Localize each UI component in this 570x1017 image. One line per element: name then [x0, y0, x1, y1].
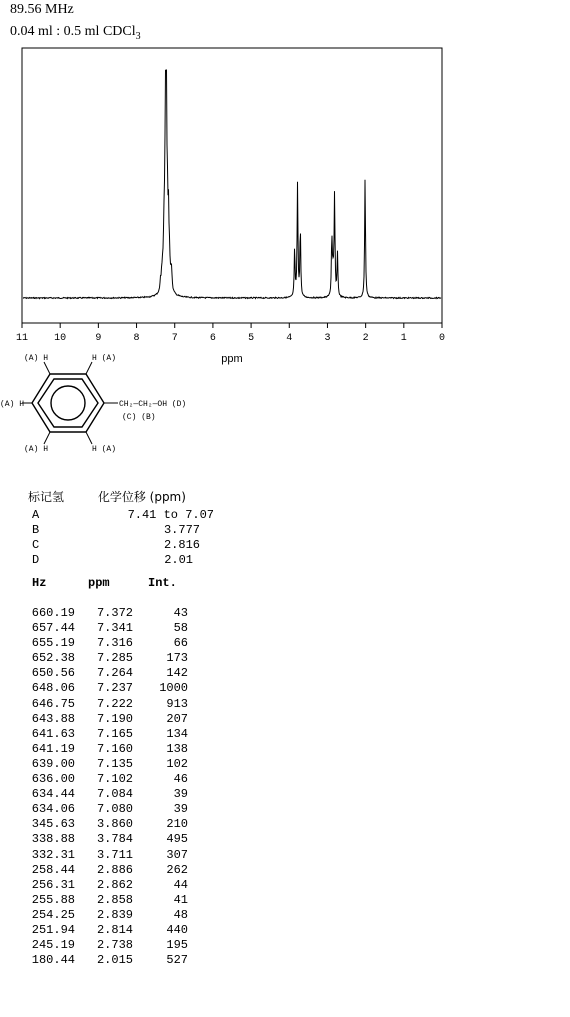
x-tick-label: 7 — [171, 333, 178, 344]
peak-hz-cell: 254.25 — [31, 907, 75, 922]
shift-row-value: 2.816 — [163, 538, 200, 552]
peak-hz-cell: 258.44 — [31, 862, 75, 877]
peak-row — [22, 621, 202, 636]
x-tick-label: 2 — [362, 333, 369, 344]
peak-hz-cell: 660.19 — [31, 606, 75, 620]
nmr-spectrum-chart — [0, 40, 460, 370]
peak-int-cell: 43 — [173, 606, 188, 620]
peak-int-cell: 1000 — [159, 681, 188, 696]
shift-row-value: 3.777 — [163, 523, 200, 537]
peak-hz-cell: 641.19 — [31, 741, 75, 756]
peak-hz-cell: 634.06 — [31, 802, 75, 817]
shift-row-label: B — [32, 523, 40, 537]
peak-table — [22, 606, 202, 968]
peak-int-cell: 195 — [166, 938, 188, 953]
peak-ppm-cell: 2.886 — [96, 862, 133, 877]
aromatic-circle — [51, 386, 85, 420]
x-tick-label: 9 — [95, 333, 102, 344]
peak-ppm-cell: 7.160 — [96, 741, 133, 756]
peak-hz-cell: 643.88 — [31, 711, 75, 726]
peak-ppm-cell: 7.372 — [96, 606, 133, 620]
peak-row — [22, 772, 202, 787]
x-tick-label: 10 — [54, 333, 67, 344]
shift-row-value: 7.41 to 7.07 — [127, 508, 214, 522]
peak-row — [22, 848, 202, 863]
peak-ppm-cell: 7.341 — [96, 621, 133, 636]
peak-row — [22, 908, 202, 923]
peak-ppm-cell: 7.316 — [96, 636, 133, 651]
peak-hz-cell: 650.56 — [31, 666, 75, 681]
peak-int-cell: 46 — [173, 772, 188, 787]
peak-ppm-cell: 3.784 — [96, 832, 133, 847]
peak-int-cell: 39 — [173, 787, 188, 802]
peak-ppm-cell: 2.738 — [96, 938, 133, 953]
peak-hz-cell: 251.94 — [31, 922, 75, 937]
peak-int-cell: 262 — [166, 862, 188, 877]
peak-row — [22, 606, 202, 621]
h-label-top-left: (A) H — [24, 354, 49, 363]
peak-hz-cell: 332.31 — [31, 847, 75, 862]
peak-ppm-cell: 7.190 — [96, 711, 133, 726]
benzene-ring — [32, 374, 104, 432]
shift-row-label: C — [32, 538, 40, 552]
peak-hz-cell: 256.31 — [31, 877, 75, 892]
peak-ppm-cell: 7.165 — [96, 726, 133, 741]
peak-row — [22, 878, 202, 893]
bond-ha1 — [44, 362, 50, 374]
h-label-top-right: H (A) — [92, 354, 117, 363]
sample-text: 0.04 ml : 0.5 ml CDCl — [10, 24, 136, 39]
peak-row — [22, 938, 202, 953]
peak-int-cell: 173 — [166, 651, 188, 666]
peak-ppm-cell: 7.080 — [96, 802, 133, 817]
h-label-bottom-left: (A) H — [24, 445, 49, 454]
peak-row — [22, 681, 202, 696]
peak-ppm-cell: 2.814 — [96, 922, 133, 937]
peak-hz-cell: 245.19 — [31, 938, 75, 953]
molecular-structure — [0, 348, 243, 458]
peak-row — [22, 757, 202, 772]
shift-col-shift: 化学位移 (ppm) — [97, 490, 186, 504]
peak-ppm-cell: 7.237 — [96, 681, 133, 696]
peak-row — [22, 863, 202, 878]
bond-ha5 — [86, 432, 92, 444]
peak-int-cell: 440 — [166, 922, 188, 937]
shift-row-label: D — [32, 553, 40, 567]
peak-row — [22, 651, 202, 666]
peak-hz-cell: 655.19 — [31, 636, 75, 651]
peak-ppm-cell: 2.862 — [96, 877, 133, 892]
peak-hz-cell: 255.88 — [31, 892, 75, 907]
peak-col-int: Int. — [148, 576, 177, 590]
peak-int-cell: 66 — [173, 636, 188, 651]
peak-ppm-cell: 7.264 — [96, 666, 133, 681]
x-tick-label: 8 — [133, 333, 140, 344]
peak-hz-cell: 648.06 — [31, 681, 75, 696]
x-tick-label: 0 — [438, 333, 446, 344]
sample-subscript: 3 — [135, 30, 141, 42]
h-label-bottom-right: H (A) — [92, 445, 117, 454]
peak-row — [22, 787, 202, 802]
peak-ppm-cell: 3.860 — [96, 817, 133, 832]
peak-int-cell: 913 — [166, 696, 188, 711]
x-tick-label: 6 — [209, 333, 216, 344]
peak-ppm-cell: 7.285 — [96, 651, 133, 666]
peak-row — [22, 832, 202, 847]
bond-ha2 — [86, 362, 92, 374]
peak-row — [22, 666, 202, 681]
peak-int-cell: 210 — [166, 817, 188, 832]
x-axis-label: ppm — [221, 353, 243, 365]
side-chain-labels: (C) (B) — [122, 413, 156, 422]
peak-ppm-cell: 2.839 — [96, 907, 133, 922]
shift-col-label: 标记氢 — [28, 490, 65, 504]
peak-row — [22, 893, 202, 908]
spectrometer-frequency: 89.56 MHz — [10, 2, 74, 17]
peak-int-cell: 102 — [166, 756, 188, 771]
plot-frame — [22, 48, 442, 323]
peak-int-cell: 138 — [166, 741, 188, 756]
peak-hz-cell: 646.75 — [31, 696, 75, 711]
peak-ppm-cell: 2.015 — [96, 953, 133, 968]
peak-row — [22, 712, 202, 727]
peak-col-ppm: ppm — [88, 576, 110, 590]
peak-int-cell: 41 — [173, 892, 188, 907]
peak-ppm-cell: 7.222 — [96, 696, 133, 711]
peak-row — [22, 923, 202, 938]
shift-row-label: A — [32, 508, 40, 522]
h-label-left: (A) H — [0, 400, 25, 409]
x-tick-label: 11 — [15, 333, 29, 344]
peak-ppm-cell: 7.084 — [96, 787, 133, 802]
spectrum-trace — [23, 70, 441, 299]
peak-int-cell: 44 — [173, 877, 188, 892]
peak-hz-cell: 641.63 — [31, 726, 75, 741]
peak-int-cell: 307 — [166, 847, 188, 862]
peak-row — [22, 742, 202, 757]
peak-int-cell: 527 — [166, 953, 188, 968]
x-tick-label: 3 — [324, 333, 331, 344]
peak-row — [22, 727, 202, 742]
peak-ppm-cell: 7.135 — [96, 756, 133, 771]
x-tick-label: 1 — [400, 333, 407, 344]
peak-int-cell: 495 — [166, 832, 188, 847]
peak-row — [22, 697, 202, 712]
peak-int-cell: 48 — [173, 907, 188, 922]
peak-ppm-cell: 2.858 — [96, 892, 133, 907]
peak-int-cell: 58 — [173, 621, 188, 636]
peak-hz-cell: 636.00 — [31, 772, 75, 787]
peak-hz-cell: 634.44 — [31, 787, 75, 802]
shift-row-value: 2.01 — [164, 553, 193, 567]
peak-ppm-cell: 3.711 — [96, 847, 133, 862]
peak-int-cell: 134 — [166, 726, 188, 741]
peak-row — [22, 817, 202, 832]
peak-int-cell: 39 — [173, 802, 188, 817]
peak-col-hz: Hz — [32, 576, 47, 590]
peak-row — [22, 802, 202, 817]
peak-hz-cell: 180.44 — [31, 953, 75, 968]
peak-hz-cell: 345.63 — [31, 817, 75, 832]
peak-hz-cell: 657.44 — [31, 621, 75, 636]
peak-hz-cell: 639.00 — [31, 756, 75, 771]
x-axis-ticks — [22, 323, 442, 328]
peak-hz-cell: 652.38 — [31, 651, 75, 666]
bond-ha4 — [44, 432, 50, 444]
x-tick-label: 4 — [286, 333, 293, 344]
x-tick-label: 5 — [248, 333, 255, 344]
peak-int-cell: 142 — [166, 666, 188, 681]
x-axis-tick-labels — [16, 333, 445, 344]
side-chain-formula: CH₂—CH₂—OH (D) — [119, 400, 187, 409]
peak-row — [22, 953, 202, 968]
shift-table-header — [28, 488, 186, 505]
peak-int-cell: 207 — [166, 711, 188, 726]
peak-row — [22, 636, 202, 651]
peak-ppm-cell: 7.102 — [96, 772, 133, 787]
peak-hz-cell: 338.88 — [31, 832, 75, 847]
